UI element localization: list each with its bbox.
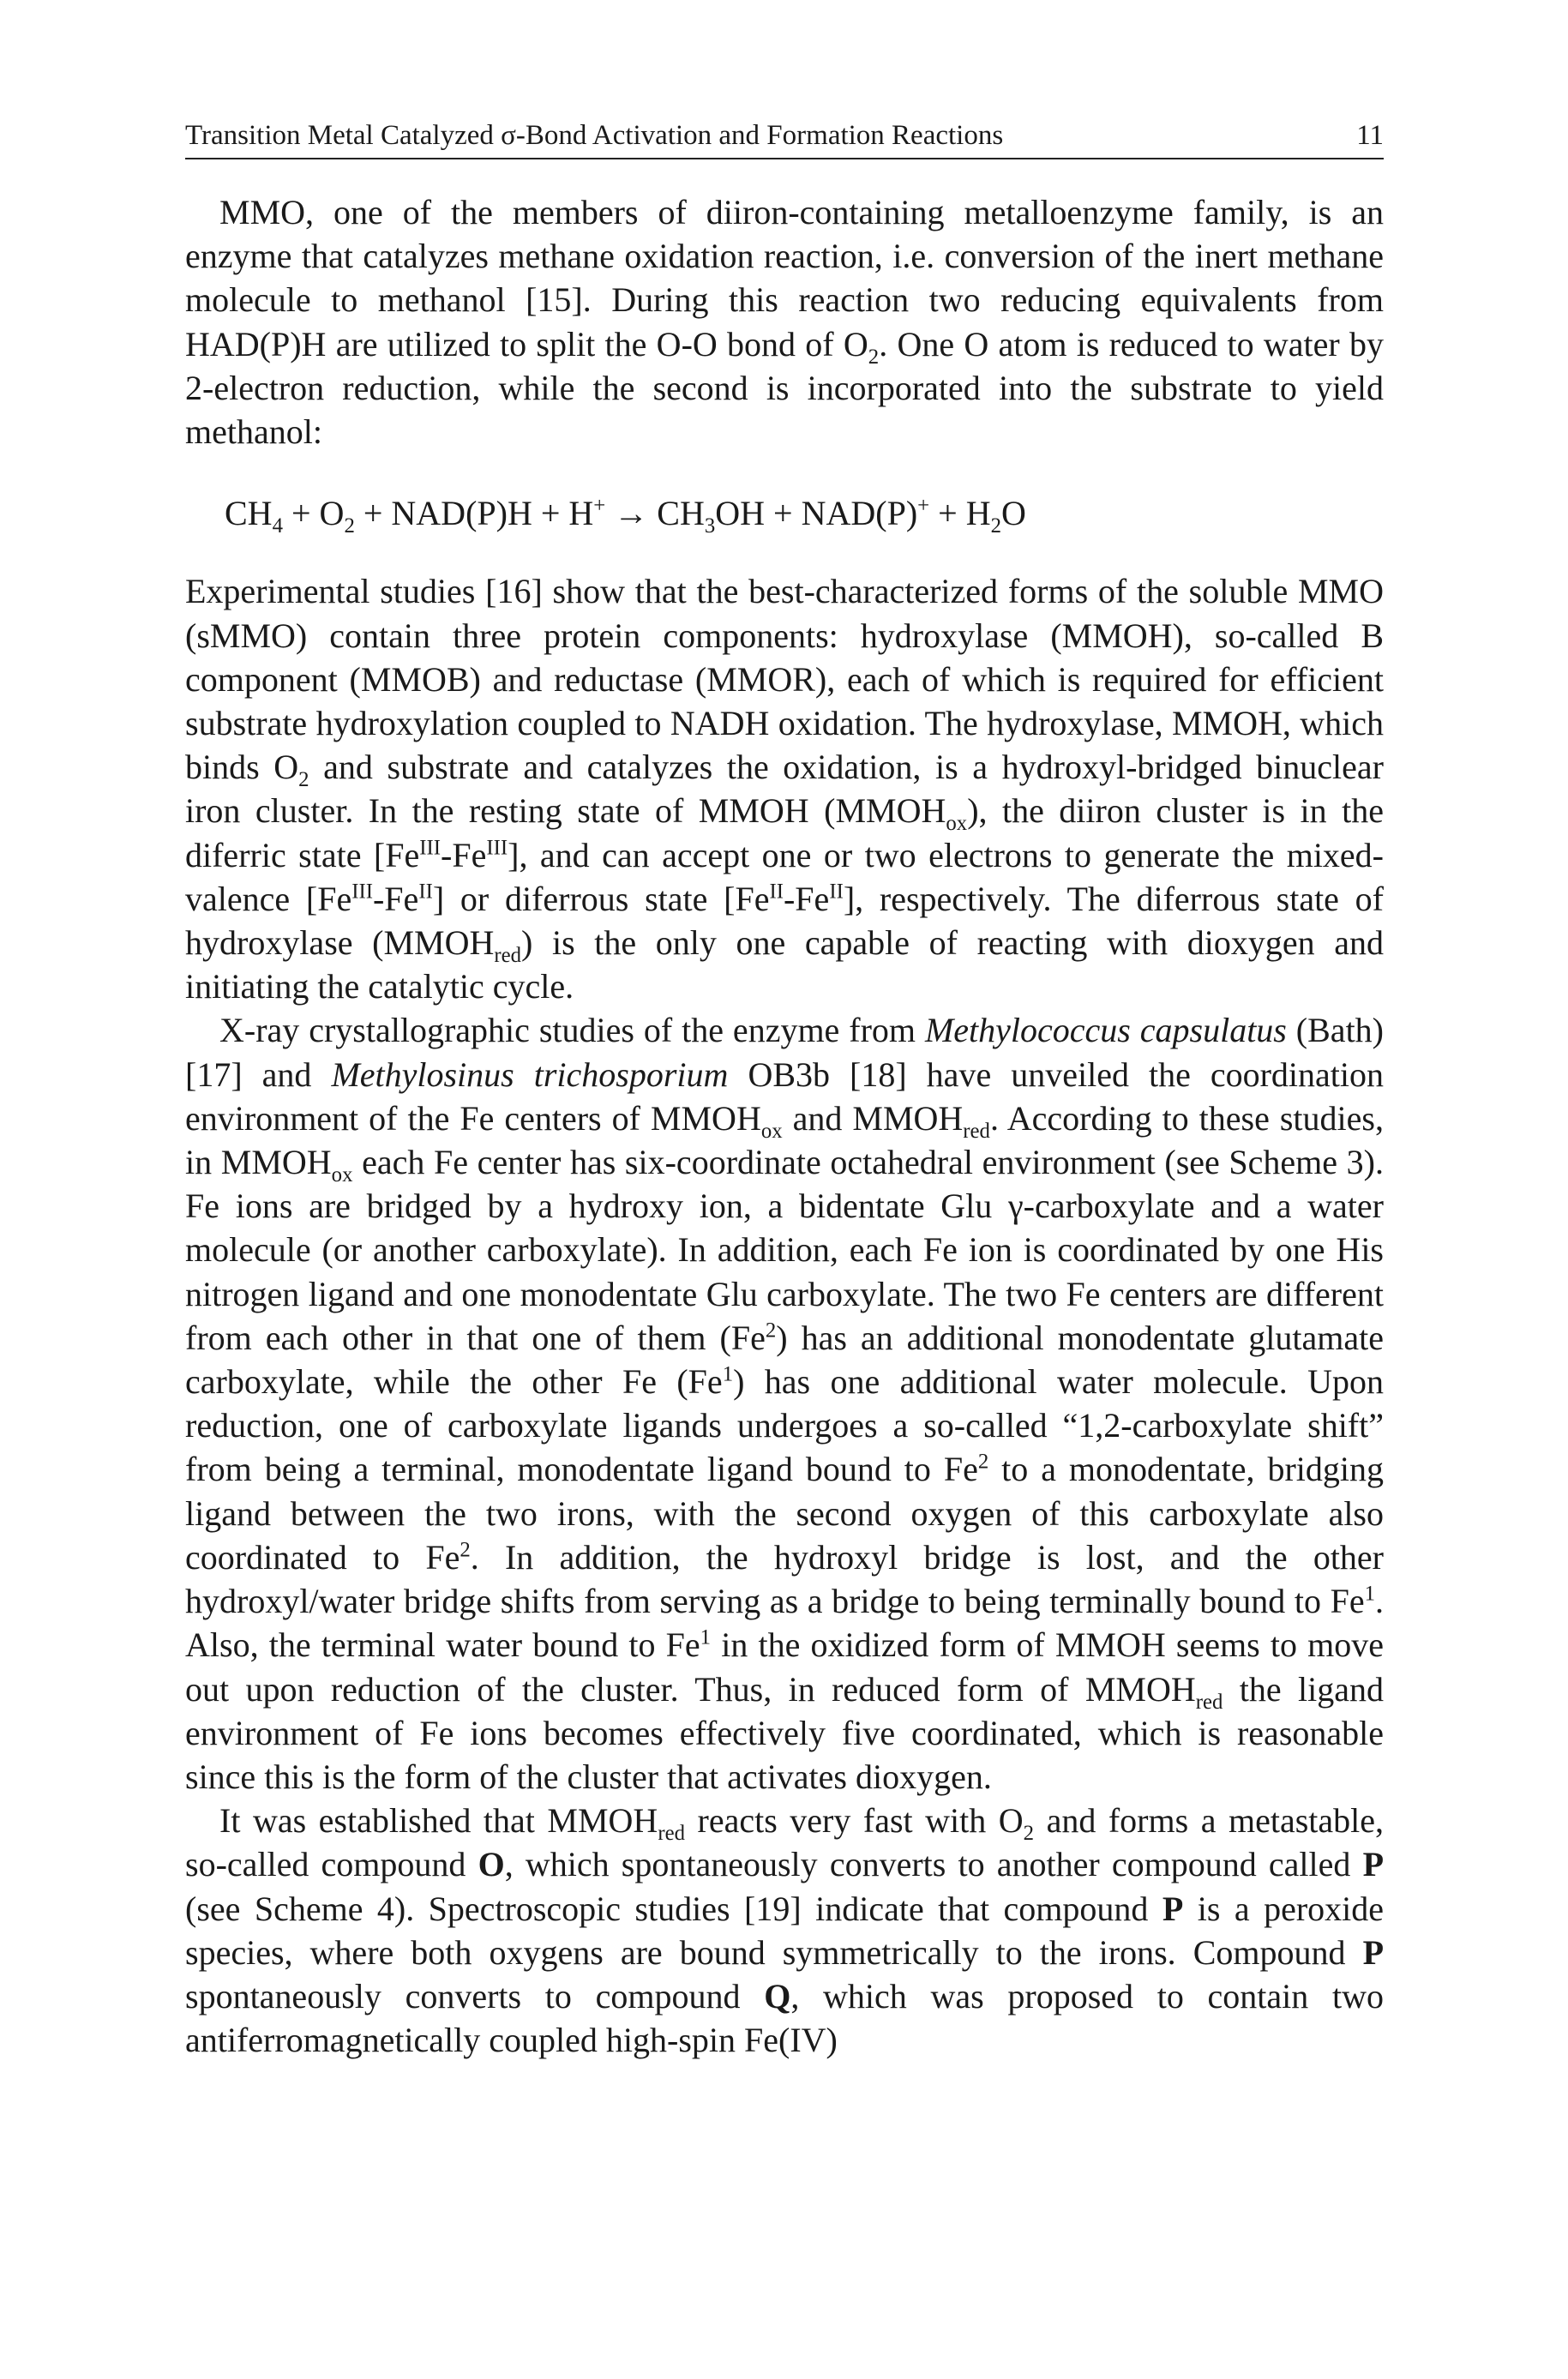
reaction-equation: $CH_4 + O_2 + NAD(P)H + H^+ \to CH_3OH + NAD(P)^+ + H_2O$ [225,494,1026,538]
page-number: 11 [1356,120,1384,151]
paragraph-1: MMO, one of the members of diiron-containing metalloenzyme family, is an enzyme that catalyzes methane oxidation reaction, i.e. conversion of the inert methane molecule to methanol [15]. During this reaction two reducing equivalents from HAD(P)H are utilized to split the O-O bond of $O_2$. One O atom is reduced to water by 2-electron reduction, while the second is incorporated into the substrate to yield methanol: [185,193,1384,452]
paragraph-3: X-ray crystallographic studies of the enzyme from Methylococcus capsulatus (Bath) [17] and Methylosinus trichosporium OB3b [18] have unveiled the coordination environment of the Fe centers of $MMOH_{ox}$ and $MMOH_{red}$. According to these studies, in $MMOH_{ox}$ each Fe center has six-coordinate octahedral environment (see Scheme 3). Fe ions are bridged by a hydroxy ion, a bidentate Glu γ-carboxylate and a water molecule (or another carboxylate). In addition, each Fe ion is coordinated by one His nitrogen ligand and one monodentate Glu carboxylate. The two Fe centers are different from each other in that one of them (Fe$^2$) has an additional monodentate glutamate carboxylate, while the other Fe (Fe$^1$) has one additional water molecule. Upon reduction, one of carboxylate ligands undergoes a so-called “1,2-carboxylate shift” from being a terminal, monodentate ligand bound to Fe$^2$ to a monodentate, bridging ligand between the two irons, with the second oxygen of this carboxylate also coordinated to Fe$^2$. In addition, the hydroxyl bridge is lost, and the other hydroxyl/water bridge shifts from serving as a bridge to being terminally bound to Fe$^1$. Also, the terminal water bound to Fe$^1$ in the oxidized form of MMOH seems to move out upon reduction of the cluster. Thus, in reduced form of $MMOH_{red}$ the ligand environment of Fe ions becomes effectively five coordinated, which is reasonable since this is the form of the cluster that activates dioxygen. [185,1011,1385,1796]
running-header [185,117,1384,159]
running-title: Transition Metal Catalyzed σ-Bond Activation and Formation Reactions [185,120,1004,151]
body-text [185,190,1384,2062]
paragraph-4: It was established that $MMOH_{red}$ reacts very fast with $O_2$ and forms a metastable, so-called compound O, which spontaneously converts to another compound called P (see Scheme 4). Spectroscopic studies [19] indicate that compound P is a peroxide species, where both oxygens are bound symmetrically to the irons. Compound P spontaneously converts to compound Q, which was proposed to contain two antiferromagnetically coupled high-spin Fe(IV) [185,1801,1385,2060]
paragraph-2: Experimental studies [16] show that the best-characterized forms of the soluble MMO (sMMO) contain three protein components: hydroxylase (MMOH), so-called B component (MMOB) and reductase (MMOR), each of which is required for efficient substrate hydroxylation coupled to NADH oxidation. The hydroxylase, MMOH, which binds $O_2$ and substrate and catalyzes the oxidation, is a hydroxyl-bridged binuclear iron cluster. In the resting state of MMOH $(MMOH_{ox})$, the diiron cluster is in the diferric state $[Fe^{III}-Fe^{III}]$, and can accept one or two electrons to generate the mixed-valence $[Fe^{III}-Fe^{II}]$ or diferrous state $[Fe^{II}-Fe^{II}]$, respectively. The diferrous state of hydroxylase $(MMOH_{red})$ is the only one capable of reacting with dioxygen and initiating the catalytic cycle. [185,572,1385,1006]
